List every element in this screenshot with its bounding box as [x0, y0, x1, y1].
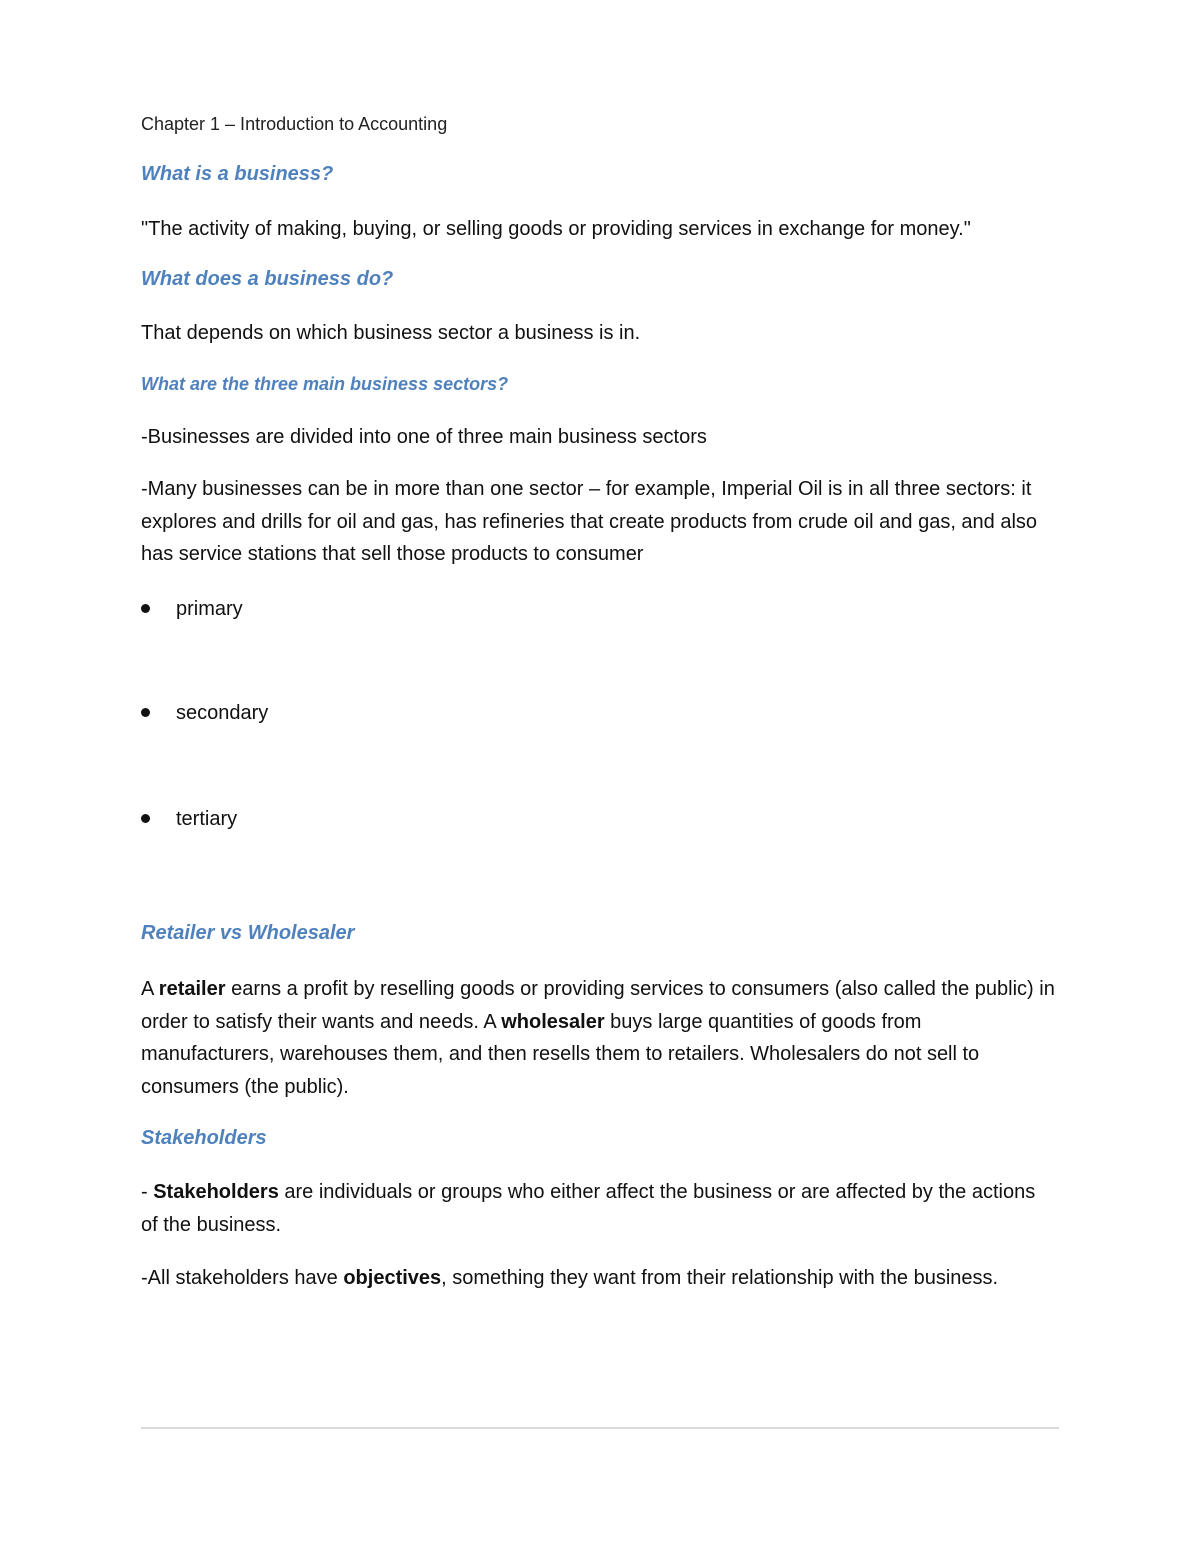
wholesaler-term: wholesaler [501, 1010, 605, 1033]
objectives-term: objectives [343, 1267, 442, 1289]
business-definition: "The activity of making, buying, or selling goods or providing services in exchange for money." [141, 218, 971, 240]
sectors-line-1: -Businesses are divided into one of three main business sectors [141, 426, 707, 448]
heading-retailer-vs-wholesaler: Retailer vs Wholesaler [141, 922, 355, 944]
stakeholders-definition: - Stakeholders are individuals or groups who either affect the business or are affected by the actions of the business. [141, 1181, 1036, 1236]
heading-three-sectors: What are the three main business sectors? [141, 374, 509, 394]
bullet-label-secondary: secondary [176, 702, 269, 724]
page-title: Chapter 1 – Introduction to Accounting [141, 114, 448, 134]
footer-divider [141, 1427, 1059, 1429]
heading-what-does-business-do: What does a business do? [141, 268, 394, 290]
heading-stakeholders: Stakeholders [141, 1127, 267, 1149]
stakeholders-term: Stakeholders [153, 1181, 279, 1203]
bullet-dot-icon [141, 708, 150, 717]
bullet-label-tertiary: tertiary [176, 808, 238, 830]
stakeholders-objectives: -All stakeholders have objectives, something they want from their relationship with the business. [141, 1267, 999, 1289]
retailer-paragraph: A retailer earns a profit by reselling goods or providing services to consumers (also called the public) in order to satisfy their wants and needs. A wholesaler buys large quantities of goods from manufacturers, warehouses them, and then resells them to retailers. Wholesalers do not sell to consumers (the public). [141, 978, 1055, 1098]
bullet-dot-icon [141, 604, 150, 613]
heading-what-is-business: What is a business? [141, 163, 334, 185]
retailer-term: retailer [158, 978, 226, 1000]
bullet-dot-icon [141, 814, 150, 823]
sectors-line-2: -Many businesses can be in more than one sector – for example, Imperial Oil is in all three sectors: it explores and drills for oil and gas, has refineries that create products from crude oil and gas, and also has service stations that sell those products to consumer [141, 478, 1038, 565]
bullet-label-primary: primary [176, 598, 243, 620]
business-do-answer: That depends on which business sector a business is in. [141, 322, 641, 344]
